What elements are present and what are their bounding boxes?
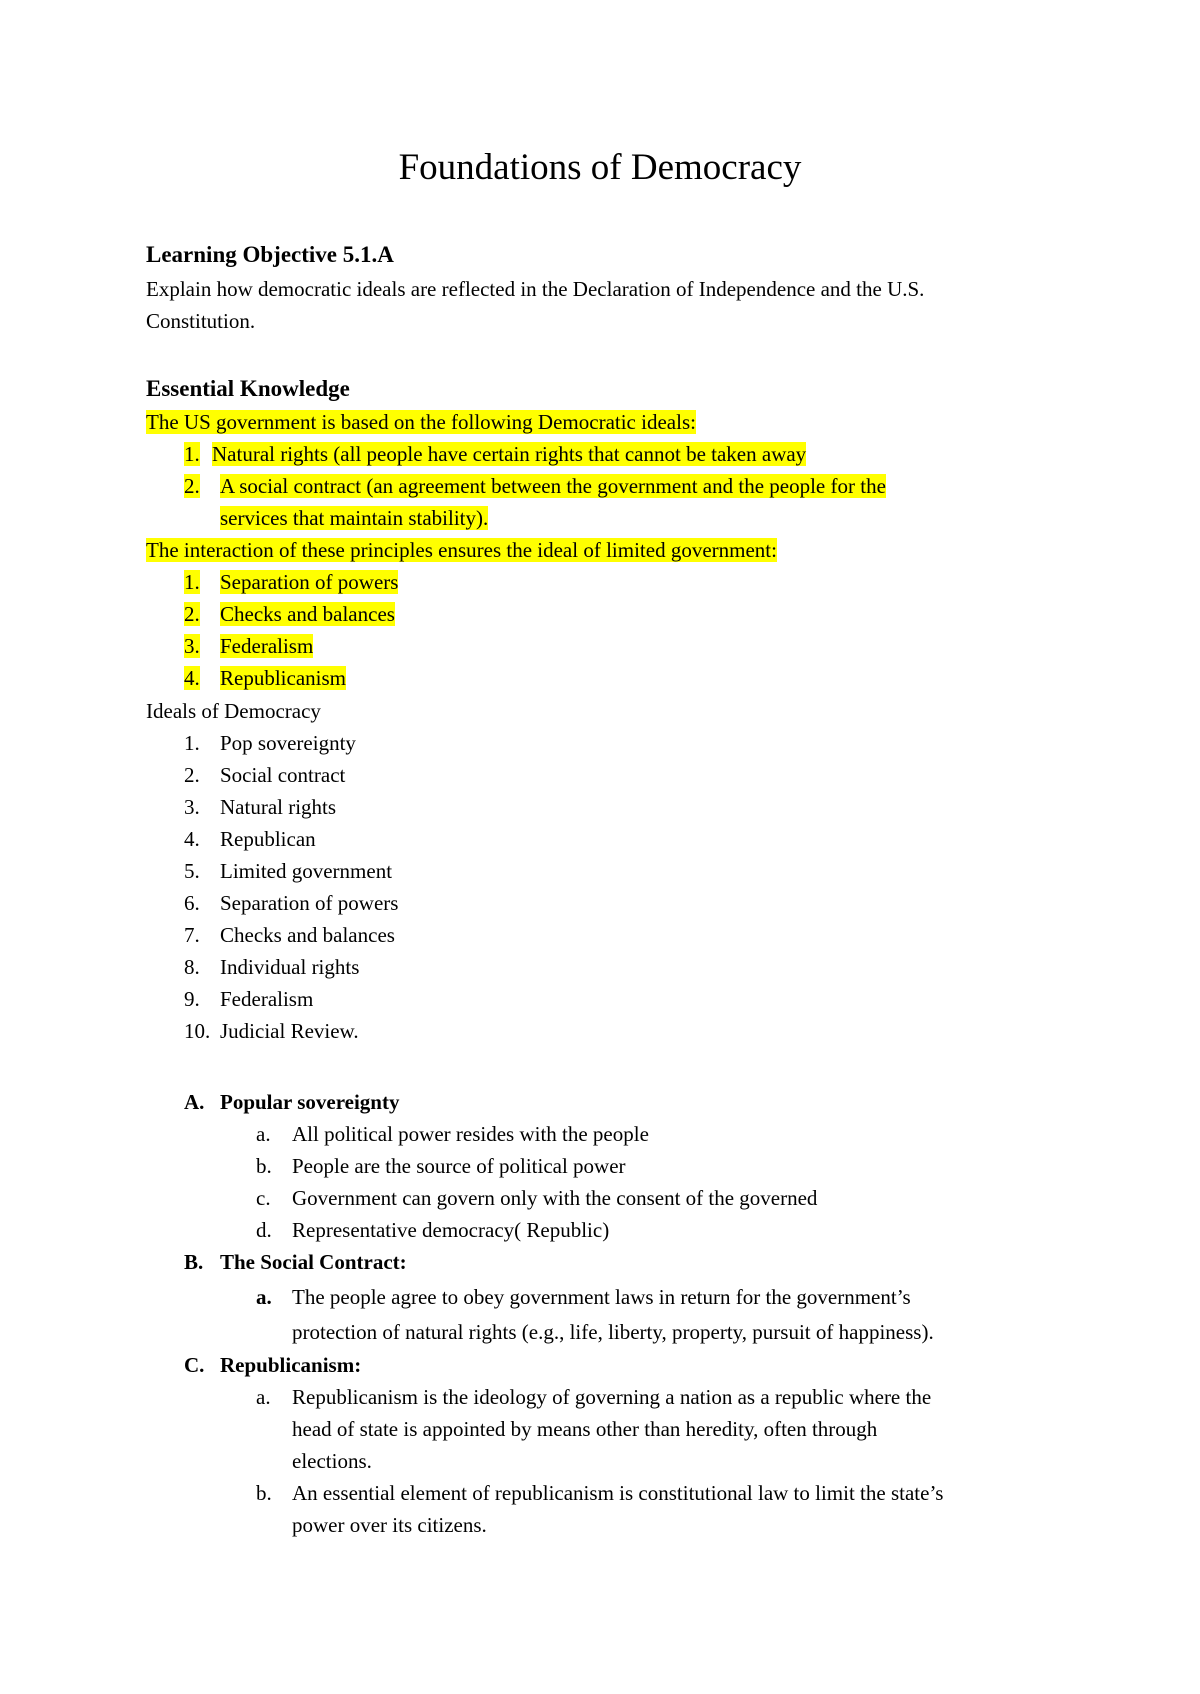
list-item: Republican [220, 827, 316, 851]
sub-item-mark: d. [256, 1218, 272, 1242]
list-number: 6. [184, 891, 200, 915]
section-heading: Popular sovereignty [220, 1090, 400, 1114]
sub-item-text-continued: head of state is appointed by means other than heredity, often through [292, 1417, 878, 1441]
principle-text: Separation of powers [220, 570, 399, 594]
ideal-number: 2. [184, 474, 200, 498]
objective-text-line2: Constitution. [146, 309, 256, 333]
list-item: Limited government [220, 859, 393, 883]
list-item: Natural rights [220, 795, 337, 819]
sub-item-text-continued: protection of natural rights (e.g., life, liberty, property, pursuit of happiness). [292, 1320, 934, 1344]
document-title: Foundations of Democracy [398, 147, 802, 188]
sub-item-mark: a. [256, 1385, 271, 1409]
section-letter: C. [184, 1353, 205, 1377]
objective-text-line1: Explain how democratic ideals are reflected in the Declaration of Independence and the U.S. [146, 277, 925, 301]
list-item: Pop sovereignty [220, 731, 356, 755]
list-number: 4. [184, 827, 200, 851]
essential-heading: Essential Knowledge [146, 376, 350, 401]
list-number: 3. [184, 795, 200, 819]
sub-item-text: An essential element of republicanism is constitutional law to limit the state’s [292, 1481, 944, 1505]
sub-item-text: Republicanism is the ideology of governing a nation as a republic where the [292, 1385, 932, 1409]
sub-item-mark: a. [256, 1122, 271, 1146]
sub-item-mark: c. [256, 1186, 271, 1210]
list-item: Individual rights [220, 955, 360, 979]
sub-item-text: Representative democracy( Republic) [292, 1218, 610, 1242]
sub-item-mark: b. [256, 1154, 272, 1178]
section-letter: A. [184, 1090, 205, 1114]
list-item: Federalism [220, 987, 314, 1011]
principle-text: Checks and balances [220, 602, 395, 626]
ideals-heading: Ideals of Democracy [146, 699, 321, 723]
sub-item-text: The people agree to obey government laws in return for the government’s [292, 1285, 911, 1309]
principle-number: 3. [184, 634, 200, 658]
list-item: Separation of powers [220, 891, 399, 915]
list-number: 5. [184, 859, 200, 883]
sub-item-text: People are the source of political power [292, 1154, 626, 1178]
sub-item-text-continued: elections. [292, 1449, 372, 1473]
list-number: 7. [184, 923, 200, 947]
ideal-text-continued: services that maintain stability). [220, 506, 489, 530]
list-number: 8. [184, 955, 200, 979]
section-heading: The Social Contract: [220, 1250, 407, 1274]
sub-item-text-continued: power over its citizens. [292, 1513, 487, 1537]
ideal-text: Natural rights (all people have certain rights that cannot be taken away [212, 442, 807, 466]
principle-text: Federalism [220, 634, 314, 658]
sub-item-text: Government can govern only with the consent of the governed [292, 1186, 818, 1210]
section-heading: Republicanism: [220, 1353, 362, 1377]
objective-heading: Learning Objective 5.1.A [146, 242, 394, 267]
essential-intro1: The US government is based on the following Democratic ideals: [146, 410, 696, 434]
list-number: 9. [184, 987, 200, 1011]
essential-intro2: The interaction of these principles ensures the ideal of limited government: [146, 538, 777, 562]
sub-item-mark: b. [256, 1481, 272, 1505]
list-item: Judicial Review. [220, 1019, 359, 1043]
list-item: Social contract [220, 763, 346, 787]
ideal-number: 1. [184, 442, 200, 466]
principle-number: 1. [184, 570, 200, 594]
principle-text: Republicanism [220, 666, 346, 690]
sub-item-text: All political power resides with the people [292, 1122, 649, 1146]
principle-number: 4. [184, 666, 200, 690]
section-letter: B. [184, 1250, 204, 1274]
list-number: 1. [184, 731, 200, 755]
list-number: 10. [184, 1019, 211, 1043]
list-item: Checks and balances [220, 923, 395, 947]
principle-number: 2. [184, 602, 200, 626]
list-number: 2. [184, 763, 200, 787]
ideal-text: A social contract (an agreement between the government and the people for the [220, 474, 886, 498]
sub-item-mark: a. [256, 1285, 272, 1309]
